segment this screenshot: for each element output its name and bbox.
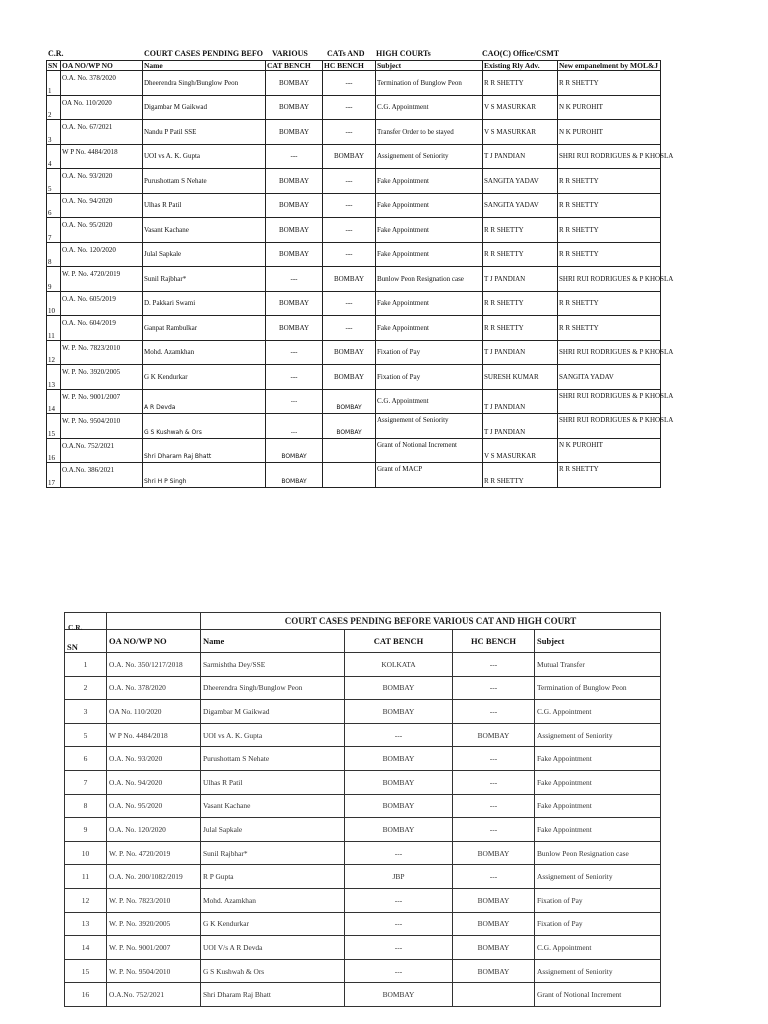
cell-sn: 11 [47,316,61,341]
table-row [65,888,661,912]
cell-oa-no: W. P. No. 7823/2010 [107,888,201,912]
cell-oa-no: O.A. No. 378/2020 [107,676,201,700]
court-cases-table-1-section [46,48,674,488]
table-row [47,169,661,194]
cell-subject: Fixation of Pay [376,365,483,390]
table2-header-row [65,630,661,653]
cell-cat-bench: BOMBAY [266,463,323,488]
cell-new-empanelment: N K PUROHIT [558,120,661,145]
cell-name: Shri Dharam Raj Bhatt [201,983,345,1007]
cell-oa-no: W. P. No. 9504/2010 [61,414,143,439]
cell-new-empanelment: R R SHETTY [558,71,661,96]
cell-name: D. Pakkari Swami [143,291,266,316]
table-row [47,218,661,243]
cell-sn: 2 [65,676,107,700]
cell-existing-adv: R R SHETTY [483,71,558,96]
cell-name: Purushottam S Nehate [201,747,345,771]
cell-sn: 5 [65,723,107,747]
cell-new-empanelment: R R SHETTY [558,291,661,316]
cell-new-empanelment: SHRI RUI RODRIGUES & P KHOSLA [558,340,661,365]
cell-cat-bench: BOMBAY [345,747,453,771]
cell-subject: Grant of Notional Increment [376,438,483,463]
cell-name: R P Gupta [201,865,345,889]
cell-cat-bench: BOMBAY [266,291,323,316]
cell-hc-bench: --- [323,193,376,218]
cell-new-empanelment: N K PUROHIT [558,438,661,463]
col-header-hc-bench: HC BENCH [453,630,535,653]
cell-subject: C.G. Appointment [376,95,483,120]
cell-name: Digambar M Gaikwad [143,95,266,120]
cell-cat-bench: BOMBAY [266,242,323,267]
col-header-sn [65,630,107,653]
cell-hc-bench: BOMBAY [323,267,376,292]
cell-sn: 14 [47,389,61,414]
cell-subject: Fake Appointment [535,747,661,771]
cell-oa-no: O.A. No. 120/2020 [61,242,143,267]
cell-existing-adv: R R SHETTY [483,291,558,316]
cell-oa-no: OA No. 110/2020 [107,700,201,724]
cell-sn: 16 [65,983,107,1007]
cell-hc-bench: --- [453,794,535,818]
cell-sn: 3 [47,120,61,145]
cell-oa-no: W. P. No. 9001/2007 [61,389,143,414]
table-row [65,959,661,983]
heading-title-part4: HIGH COURTs [376,49,431,58]
cell-cat-bench: BOMBAY [345,794,453,818]
cell-name: UOI vs A. K. Gupta [201,723,345,747]
cell-oa-no: O.A. No. 605/2019 [61,291,143,316]
cell-name: Dheerendra Singh/Bunglow Peon [201,676,345,700]
cell-name: A R Devda [143,389,266,414]
table-row [47,71,661,96]
col-header-cat-bench: CAT BENCH [266,61,323,71]
cell-name: Shri H P Singh [143,463,266,488]
table-row [65,794,661,818]
office-label: CAO(C) Office/CSMT [482,49,560,58]
cell-sn: 9 [47,267,61,292]
table-row [65,653,661,677]
cell-oa-no: W P No. 4484/2018 [61,144,143,169]
cell-sn: 3 [65,700,107,724]
cell-name: Purushottam S Nehate [143,169,266,194]
cell-existing-adv: R R SHETTY [483,463,558,488]
cell-sn: 10 [65,841,107,865]
cell-sn: 12 [65,888,107,912]
cell-cat-bench: BOMBAY [266,218,323,243]
cr-label: C.R. [48,49,64,58]
cell-hc-bench: BOMBAY [323,414,376,439]
table-row [47,365,661,390]
cell-cat-bench: --- [345,936,453,960]
table-row [65,865,661,889]
cell-subject: Assignement of Seniority [376,144,483,169]
col-header-subject: Subject [535,630,661,653]
cell-new-empanelment: SHRI RUI RODRIGUES & P KHOSLA [558,414,661,439]
table-row [65,912,661,936]
cell-hc-bench [323,438,376,463]
table2-title: COURT CASES PENDING BEFORE VARIOUS CAT AND HIGH COURT [201,613,661,630]
cell-name: Ulhas R Patil [143,193,266,218]
cell-sn: 7 [65,770,107,794]
cell-name: Vasant Kachane [143,218,266,243]
cell-subject: Assignement of Seniority [535,959,661,983]
cell-hc-bench: BOMBAY [453,912,535,936]
cell-hc-bench: --- [323,71,376,96]
col-header-oa-no: OA NO/WP NO [107,630,201,653]
cell-subject: Fixation of Pay [535,888,661,912]
table-row [47,95,661,120]
cell-subject: Fake Appointment [535,770,661,794]
cell-new-empanelment: R R SHETTY [558,218,661,243]
cell-name: Digambar M Gaikwad [201,700,345,724]
cell-name: Vasant Kachane [201,794,345,818]
table-row [65,818,661,842]
table2-title-row [65,613,661,630]
cell-oa-no: W. P. No. 4720/2019 [61,267,143,292]
col-header-name: Name [201,630,345,653]
cell-name: Sunil Rajbhar* [201,841,345,865]
cell-hc-bench: --- [453,747,535,771]
cell-new-empanelment: R R SHETTY [558,193,661,218]
cell-existing-adv: T J PANDIAN [483,414,558,439]
cell-existing-adv: T J PANDIAN [483,267,558,292]
cell-oa-no: W. P. No. 7823/2010 [61,340,143,365]
court-cases-table-1 [46,60,674,488]
cell-subject: C.G. Appointment [376,389,483,414]
cell-existing-adv: T J PANDIAN [483,340,558,365]
cell-cat-bench: BOMBAY [266,316,323,341]
cell-name: Dheerendra Singh/Bunglow Peon [143,71,266,96]
cell-existing-adv: V S MASURKAR [483,120,558,145]
cell-existing-adv: T J PANDIAN [483,389,558,414]
cell-sn: 14 [65,936,107,960]
cell-cat-bench: BOMBAY [266,71,323,96]
cell-hc-bench: --- [323,169,376,194]
cell-cat-bench: BOMBAY [345,676,453,700]
cell-oa-no: W. P. No. 9504/2010 [107,959,201,983]
cell-name: Julal Sapkale [143,242,266,267]
cell-name: Sunil Rajbhar* [143,267,266,292]
cell-cat-bench: --- [266,389,323,414]
cell-name: Nandu P Patil SSE [143,120,266,145]
cell-sn: 12 [47,340,61,365]
cell-sn: 7 [47,218,61,243]
cell-hc-bench: --- [453,676,535,700]
table1-header-row [47,61,661,71]
cell-oa-no: W. P. No. 4720/2019 [107,841,201,865]
cell-hc-bench: BOMBAY [453,936,535,960]
col-header-name: Name [143,61,266,71]
col-header-existing-adv: Existing Rly Adv. [483,61,558,71]
cell-new-empanelment: SHRI RUI RODRIGUES & P KHOSLA [558,144,661,169]
cell-name: Sarmishtha Dey/SSE [201,653,345,677]
table-row [47,389,661,414]
col-header-sn: SN [47,61,61,71]
cell-subject: Grant of Notional Increment [535,983,661,1007]
cell-oa-no: O.A. No. 95/2020 [61,218,143,243]
cell-sn: 8 [65,794,107,818]
table-row [47,267,661,292]
cell-sn: 17 [47,463,61,488]
cell-sn: 8 [47,242,61,267]
cell-oa-no: O.A.No. 752/2021 [61,438,143,463]
table-row [47,120,661,145]
cell-hc-bench [323,463,376,488]
cell-hc-bench: BOMBAY [323,365,376,390]
cell-hc-bench: --- [323,316,376,341]
cell-cat-bench: BOMBAY [345,983,453,1007]
cell-hc-bench: BOMBAY [323,144,376,169]
cell-subject: Fixation of Pay [535,912,661,936]
cell-cat-bench: --- [266,365,323,390]
court-cases-table-2 [64,612,661,1007]
cell-oa-no: O.A. No. 200/1082/2019 [107,865,201,889]
cell-cat-bench: --- [345,912,453,936]
cell-oa-no: O.A. No. 120/2020 [107,818,201,842]
cell-hc-bench: BOMBAY [323,389,376,414]
cell-cat-bench: BOMBAY [266,95,323,120]
cell-subject: Fake Appointment [535,818,661,842]
cell-cat-bench: --- [266,414,323,439]
cell-existing-adv: R R SHETTY [483,218,558,243]
cell-subject: Fake Appointment [376,291,483,316]
cell-cat-bench: BOMBAY [345,770,453,794]
cell-hc-bench: --- [323,218,376,243]
table-row [47,438,661,463]
heading-title-part1: COURT CASES PENDING BEFO [144,49,263,58]
cell-sn: 2 [47,95,61,120]
cell-hc-bench: --- [453,818,535,842]
cell-cat-bench: BOMBAY [345,818,453,842]
cell-sn: 1 [65,653,107,677]
cell-cat-bench: BOMBAY [345,700,453,724]
cell-subject: Mutual Transfer [535,653,661,677]
col-header-new-empanelment: New empanelment by MOL&J [558,61,661,71]
cell-oa-no: OA No. 110/2020 [61,95,143,120]
cell-cat-bench: JBP [345,865,453,889]
cell-cat-bench: --- [345,841,453,865]
cell-oa-no: O.A. No. 94/2020 [107,770,201,794]
cell-hc-bench: --- [323,120,376,145]
cell-sn: 1 [47,71,61,96]
table-row [47,291,661,316]
cell-sn: 5 [47,169,61,194]
cell-sn: 13 [65,912,107,936]
cell-hc-bench: BOMBAY [453,959,535,983]
table-row [65,700,661,724]
cell-cat-bench: BOMBAY [266,438,323,463]
cell-new-empanelment: SANGITA YADAV [558,365,661,390]
cell-subject: Transfer Order to be stayed [376,120,483,145]
cell-subject: Fake Appointment [376,169,483,194]
cell-oa-no: O.A.No. 386/2021 [61,463,143,488]
cell-existing-adv: V S MASURKAR [483,95,558,120]
cell-sn: 10 [47,291,61,316]
table-row [47,340,661,365]
cell-hc-bench: --- [453,700,535,724]
cell-cat-bench: --- [266,144,323,169]
cell-subject: Assignement of Seniority [535,865,661,889]
cell-hc-bench: BOMBAY [453,888,535,912]
table2-blank-cell [107,613,201,630]
col-header-oa-no: OA NO/WP NO [61,61,143,71]
cell-sn: 15 [47,414,61,439]
cell-subject: Fake Appointment [376,316,483,341]
cell-cat-bench: --- [345,723,453,747]
cell-name: Ganpat Rambulkar [143,316,266,341]
table-row [65,936,661,960]
cell-hc-bench [453,983,535,1007]
cell-hc-bench: --- [323,95,376,120]
cell-existing-adv: SANGITA YADAV [483,169,558,194]
cell-name: G S Kushwah & Ors [143,414,266,439]
cell-subject: C.G. Appointment [535,936,661,960]
cell-name: Ulhas R Patil [201,770,345,794]
cell-new-empanelment: N K PUROHIT [558,95,661,120]
cell-oa-no: O.A. No. 378/2020 [61,71,143,96]
cell-subject: Assignement of Seniority [376,414,483,439]
cell-name: Mohd. Azamkhan [201,888,345,912]
table-row [47,242,661,267]
cell-sn: 13 [47,365,61,390]
col-header-hc-bench: HC BENCH [323,61,376,71]
cell-oa-no: O.A. No. 604/2019 [61,316,143,341]
cell-existing-adv: R R SHETTY [483,242,558,267]
cell-oa-no: O.A. No. 93/2020 [61,169,143,194]
cell-hc-bench: BOMBAY [453,841,535,865]
cell-subject: C.G. Appointment [535,700,661,724]
cell-oa-no: O.A.No. 752/2021 [107,983,201,1007]
cell-new-empanelment: SHRI RUI RODRIGUES & P KHOSLA [558,389,661,414]
cell-sn: 11 [65,865,107,889]
cell-cat-bench: --- [266,340,323,365]
cell-oa-no: O.A. No. 93/2020 [107,747,201,771]
cell-subject: Fake Appointment [376,242,483,267]
table-row [65,841,661,865]
cell-subject: Fake Appointment [376,218,483,243]
cell-subject: Bunlow Peon Resignation case [535,841,661,865]
cell-sn: 15 [65,959,107,983]
cell-hc-bench: --- [453,865,535,889]
table-row [47,193,661,218]
table-row [65,983,661,1007]
heading-title-part2: VARIOUS [272,49,308,58]
table-row [47,316,661,341]
cell-existing-adv: V S MASURKAR [483,438,558,463]
cell-oa-no: W. P. No. 3920/2005 [61,365,143,390]
heading-title-part3: CATs AND [327,49,365,58]
table-row [65,723,661,747]
table2-cr-label: C.R. [68,623,83,632]
cell-cat-bench: --- [345,959,453,983]
cell-subject: Assignement of Seniority [535,723,661,747]
col-header-cat-bench: CAT BENCH [345,630,453,653]
cell-name: UOI V/s A R Devda [201,936,345,960]
cell-oa-no: W. P. No. 9001/2007 [107,936,201,960]
table-row [47,414,661,439]
cell-name: G K Kendurkar [143,365,266,390]
cell-new-empanelment: R R SHETTY [558,316,661,341]
cell-subject: Termination of Bunglow Peon [535,676,661,700]
col-header-subject: Subject [376,61,483,71]
cell-sn: 4 [47,144,61,169]
cell-cat-bench: KOLKATA [345,653,453,677]
cell-subject: Grant of MACP [376,463,483,488]
cell-existing-adv: R R SHETTY [483,316,558,341]
cell-subject: Bunlow Peon Resignation case [376,267,483,292]
table-row [47,144,661,169]
cell-sn: 9 [65,818,107,842]
cell-oa-no: W P No. 4484/2018 [107,723,201,747]
cell-existing-adv: SANGITA YADAV [483,193,558,218]
cell-cat-bench: --- [266,267,323,292]
cell-subject: Fake Appointment [535,794,661,818]
cell-hc-bench: --- [453,653,535,677]
cell-cat-bench: --- [345,888,453,912]
cell-oa-no: W. P. No. 3920/2005 [107,912,201,936]
cell-name: Mohd. Azamkhan [143,340,266,365]
cell-oa-no: O.A. No. 67/2021 [61,120,143,145]
cell-hc-bench: --- [453,770,535,794]
cell-oa-no: O.A. No. 94/2020 [61,193,143,218]
cell-new-empanelment: R R SHETTY [558,242,661,267]
cell-cat-bench: BOMBAY [266,120,323,145]
table-row [65,747,661,771]
cell-hc-bench: BOMBAY [323,340,376,365]
cell-existing-adv: T J PANDIAN [483,144,558,169]
cell-oa-no: O.A. No. 350/1217/2018 [107,653,201,677]
table-row [65,770,661,794]
cell-sn: 6 [65,747,107,771]
cell-sn: 6 [47,193,61,218]
table-row [65,676,661,700]
table-row [47,463,661,488]
cell-sn: 16 [47,438,61,463]
cell-new-empanelment: R R SHETTY [558,463,661,488]
cell-cat-bench: BOMBAY [266,169,323,194]
cell-new-empanelment: SHRI RUI RODRIGUES & P KHOSLA [558,267,661,292]
cell-name: Shri Dharam Raj Bhatt [143,438,266,463]
cell-subject: Fixation of Pay [376,340,483,365]
cell-name: Julal Sapkale [201,818,345,842]
cell-oa-no: O.A. No. 95/2020 [107,794,201,818]
cell-subject: Termination of Bunglow Peon [376,71,483,96]
cell-existing-adv: SURESH KUMAR [483,365,558,390]
cell-new-empanelment: R R SHETTY [558,169,661,194]
cell-hc-bench: --- [323,291,376,316]
cell-name: G S Kushwah & Ors [201,959,345,983]
cell-name: G K Kendurkar [201,912,345,936]
col-header-sn-label: SN [67,642,78,652]
cell-cat-bench: BOMBAY [266,193,323,218]
cell-subject: Fake Appointment [376,193,483,218]
table1-heading [46,48,660,60]
cell-hc-bench: BOMBAY [453,723,535,747]
cell-name: UOI vs A. K. Gupta [143,144,266,169]
cell-hc-bench: --- [323,242,376,267]
